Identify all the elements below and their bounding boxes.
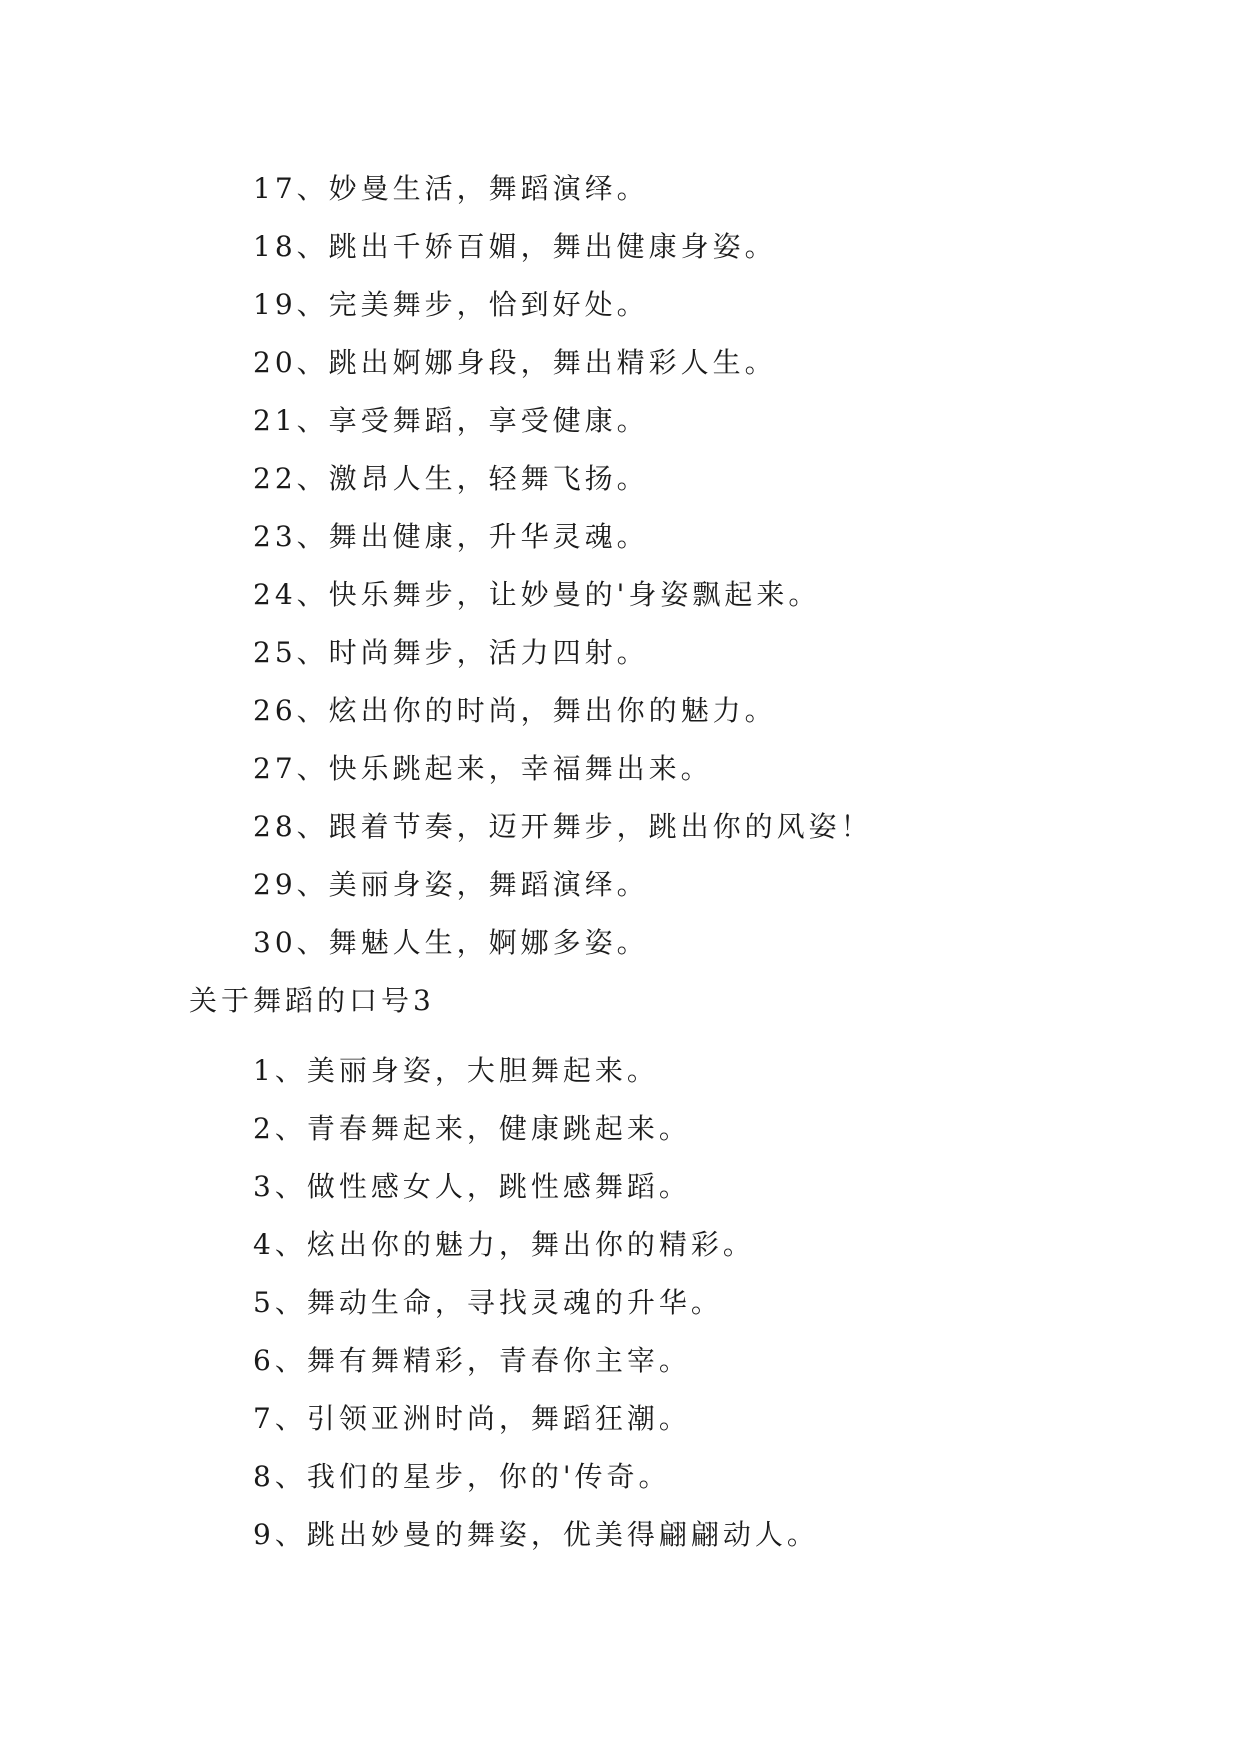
section-heading: 关于舞蹈的口号3 <box>189 984 435 1017</box>
list-item: 2、青春舞起来，健康跳起来。 <box>253 1112 691 1145</box>
list-item: 1、美丽身姿，大胆舞起来。 <box>253 1054 659 1087</box>
list-item: 5、舞动生命，寻找灵魂的升华。 <box>253 1286 723 1319</box>
list-item: 18、跳出千娇百媚，舞出健康身姿。 <box>253 230 777 263</box>
slogan-list-3 <box>0 1042 1241 1564</box>
list-item: 4、炫出你的魅力，舞出你的精彩。 <box>253 1228 755 1261</box>
list-item: 20、跳出婀娜身段，舞出精彩人生。 <box>253 346 777 379</box>
list-item: 22、激昂人生，轻舞飞扬。 <box>253 462 649 495</box>
list-item: 6、舞有舞精彩，青春你主宰。 <box>253 1344 691 1377</box>
list-item: 26、炫出你的时尚，舞出你的魅力。 <box>253 694 777 727</box>
slogan-list-continued <box>0 160 1241 972</box>
list-item: 28、跟着节奏，迈开舞步，跳出你的风姿！ <box>253 810 873 843</box>
list-item: 23、舞出健康，升华灵魂。 <box>253 520 649 553</box>
list-item: 29、美丽身姿，舞蹈演绎。 <box>253 868 649 901</box>
list-item: 27、快乐跳起来，幸福舞出来。 <box>253 752 713 785</box>
list-item: 24、快乐舞步，让妙曼的'身姿飘起来。 <box>253 578 821 611</box>
list-item: 7、引领亚洲时尚，舞蹈狂潮。 <box>253 1402 691 1435</box>
list-item: 19、完美舞步，恰到好处。 <box>253 288 649 321</box>
list-item: 17、妙曼生活，舞蹈演绎。 <box>253 172 649 205</box>
list-item: 30、舞魅人生，婀娜多姿。 <box>253 926 649 959</box>
list-item: 3、做性感女人，跳性感舞蹈。 <box>253 1170 691 1203</box>
list-item: 9、跳出妙曼的舞姿，优美得翩翩动人。 <box>253 1518 819 1551</box>
list-item: 21、享受舞蹈，享受健康。 <box>253 404 649 437</box>
list-item: 8、我们的星步，你的'传奇。 <box>253 1460 671 1493</box>
list-item: 25、时尚舞步，活力四射。 <box>253 636 649 669</box>
